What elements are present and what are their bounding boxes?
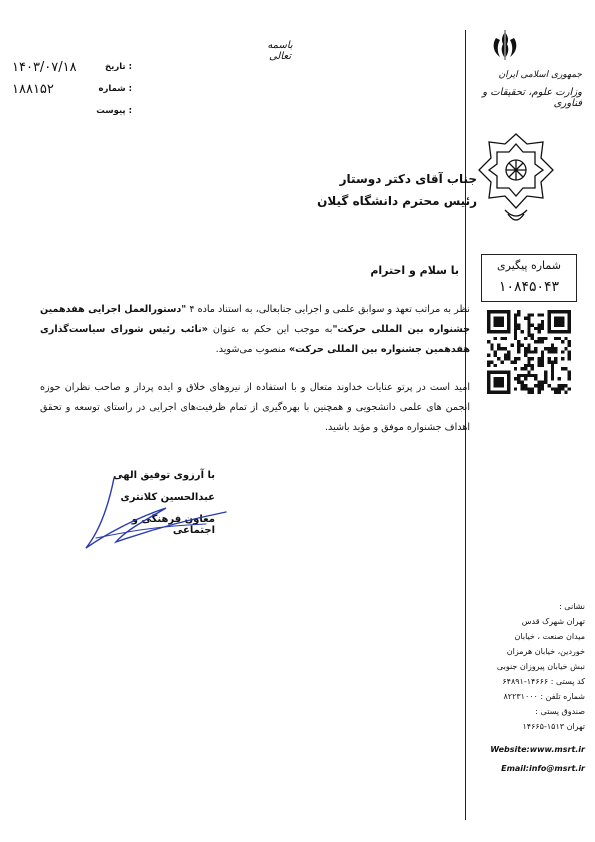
ministry-line-1: جمهوری اسلامی ایران bbox=[498, 70, 582, 80]
tracking-box bbox=[481, 254, 577, 302]
recipient-title: رئیس محترم دانشگاه گیلان bbox=[317, 194, 477, 208]
address-line-4: نبش خیابان پیروزان جنوبی bbox=[496, 662, 585, 671]
pobox-value: تهران ۱۵۱۳-۱۴۶۶۵ bbox=[522, 722, 585, 731]
phone-number: شماره تلفن : ۸۲۲۳۱۰۰۰ bbox=[503, 692, 585, 701]
postal-code: کد پستی : ۱۴۶۶۶-۶۴۸۹۱ bbox=[502, 677, 585, 686]
greeting: با سلام و احترام bbox=[370, 264, 459, 277]
email-link[interactable]: Email:info@msrt.ir bbox=[501, 764, 585, 773]
ministry-line-2: وزارت علوم، تحقیقات و فناوری bbox=[482, 87, 582, 109]
p1-part-a: نظر به مراتب تعهد و سوابق علمی و اجرایی جنابعالی، به استناد ماده ۴ bbox=[186, 304, 470, 315]
bismillah: باسمه تعالی bbox=[267, 40, 293, 62]
number-row bbox=[12, 82, 132, 98]
body-paragraph-1 bbox=[40, 300, 470, 360]
attachment-row bbox=[12, 104, 132, 120]
date-label: تاریخ : bbox=[105, 62, 132, 72]
number-value: ۱۸۸۱۵۲ bbox=[12, 82, 54, 97]
recipient-name: جناب آقای دکتر دوستار bbox=[339, 172, 477, 186]
address-line-3: خوردین، خیابان هرمزان bbox=[506, 647, 585, 656]
body-paragraph-2: امید است در پرتو عنایات خداوند متعال و با استفاده از نیروهای خلاق و ایده پرداز و صاحب نظران حوزه انجمن های علمی دانشجویی و همچنین با بهره‌گیری از تمام ظرفیت‌های اجرایی در راستای توسعه و تحقق اهداف جشنواره موفق و مؤید باشید. bbox=[40, 382, 470, 433]
iran-emblem-icon bbox=[488, 28, 522, 62]
date-value: ۱۴۰۳/۰۷/۱۸ bbox=[12, 60, 77, 75]
pobox-label: صندوق پستی : bbox=[535, 707, 585, 716]
number-label: شماره : bbox=[98, 84, 132, 94]
signer-role: معاون فرهنگی و اجتماعی bbox=[131, 514, 215, 536]
p1-part-e: منصوب می‌شوید. bbox=[215, 344, 289, 355]
address-line-1: تهران شهرک قدس bbox=[521, 617, 585, 626]
p1-part-c: به موجب این حکم به عنوان bbox=[207, 324, 333, 335]
address-line-2: میدان صنعت ، خیابان bbox=[514, 632, 585, 641]
tracking-number: ۱۰۸۴۵۰۴۳ bbox=[498, 279, 560, 295]
closing-line: با آرزوی توفیق الهی bbox=[113, 470, 215, 481]
qr-code bbox=[487, 310, 571, 394]
website-link[interactable]: Website:www.msrt.ir bbox=[490, 745, 585, 754]
signer-name: عبدالحسین کلانتری bbox=[120, 492, 215, 503]
ornament-rosette-icon bbox=[475, 130, 557, 226]
p1-part-d: «نائب رئیس شورای سیاست‌گذاری هفدهمین جشنواره بین المللی حرکت» bbox=[40, 324, 470, 355]
tracking-label: شماره پیگیری bbox=[497, 259, 561, 272]
address-label: نشانی : bbox=[559, 602, 585, 611]
handwritten-signature bbox=[66, 468, 236, 558]
date-row bbox=[12, 60, 132, 76]
p1-part-b: "دستورالعمل اجرایی هفدهمین جشنواره بین المللی حرکت" bbox=[40, 304, 470, 335]
attachment-label: پیوست : bbox=[96, 106, 132, 116]
